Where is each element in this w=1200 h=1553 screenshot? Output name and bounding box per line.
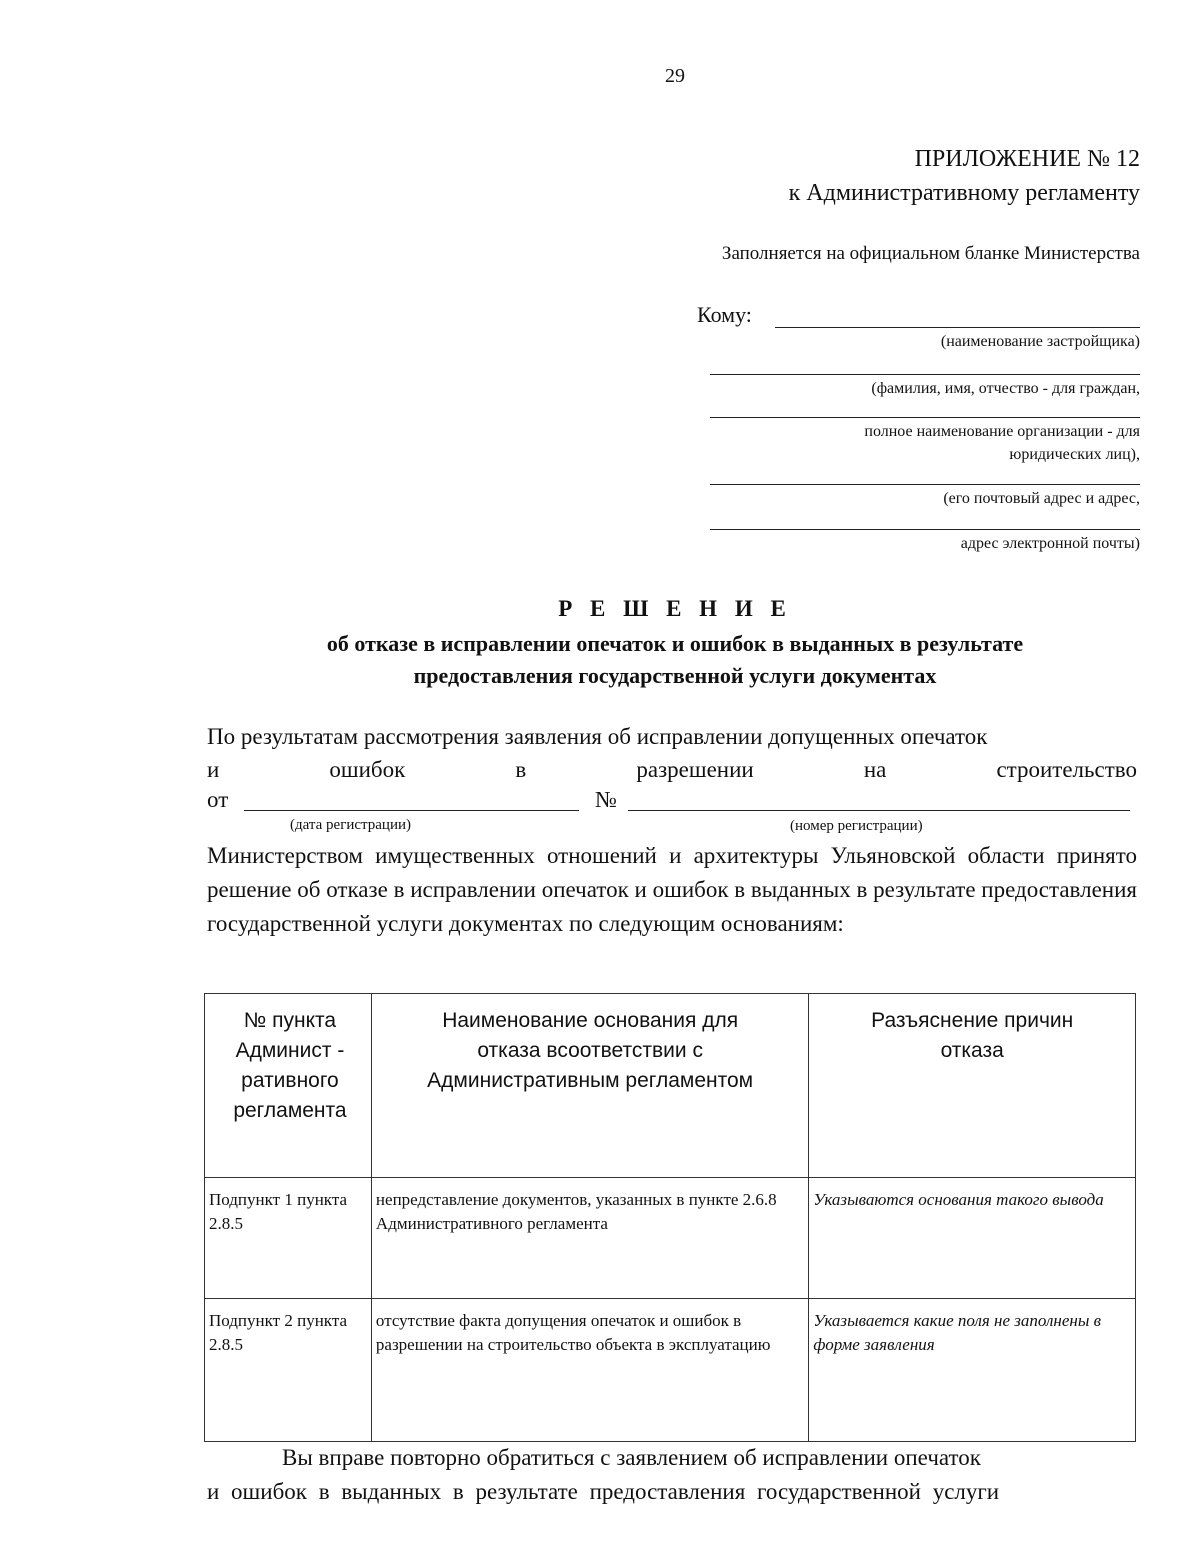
recipient-line bbox=[710, 484, 1140, 485]
number-label: № bbox=[595, 787, 617, 812]
recipient-caption: (его почтовый адрес и адрес, bbox=[943, 490, 1140, 507]
number-caption: (номер регистрации) bbox=[790, 818, 923, 834]
recipient-label: Кому: bbox=[697, 302, 752, 327]
intro-word: ошибок bbox=[329, 757, 406, 782]
from-label: от bbox=[207, 787, 229, 812]
table-cell-reason: непредставление документов, указанных в пункте 2.6.8 Административного регламента bbox=[371, 1178, 808, 1299]
recipient-caption: адрес электронной почты) bbox=[960, 535, 1140, 552]
intro-line-spread bbox=[207, 757, 1137, 783]
table-cell-explanation: Указываются основания такого вывода bbox=[809, 1178, 1136, 1299]
table-header-row bbox=[205, 994, 1136, 1178]
intro-word: в bbox=[515, 757, 527, 782]
page-number: 29 bbox=[665, 65, 685, 87]
table-cell-explanation: Указывается какие поля не заполнены в форме заявления bbox=[809, 1299, 1136, 1442]
intro-word: и bbox=[207, 757, 220, 782]
table-header-cell: Разъяснение причин отказа bbox=[809, 994, 1136, 1178]
table-row bbox=[205, 1178, 1136, 1299]
recipient-line bbox=[710, 417, 1140, 418]
recipient-caption: (наименование застройщика) bbox=[940, 333, 1140, 350]
intro-word: строительство bbox=[996, 757, 1137, 782]
intro-line bbox=[207, 724, 1137, 750]
table-header-cell: № пункта Админист - ративного регламента bbox=[205, 994, 372, 1178]
intro-text: По результатам рассмотрения заявления об исправлении допущенных опечаток bbox=[207, 724, 988, 749]
appendix-title: ПРИЛОЖЕНИЕ № 12 bbox=[914, 146, 1140, 172]
table-cell-reason: отсутствие факта допущения опечаток и ошибок в разрешении на строительство объекта в эксплуатацию bbox=[371, 1299, 808, 1442]
appendix-subtitle: к Административному регламенту bbox=[788, 180, 1140, 206]
document-title: Р Е Ш Е Н И Е bbox=[558, 596, 792, 621]
intro-word: на bbox=[863, 757, 887, 782]
closing-line bbox=[207, 1479, 1137, 1505]
closing-text: и ошибок в выданных в результате предоставления государственной услуги bbox=[207, 1479, 1000, 1504]
table-header-cell: Наименование основания для отказа всоответствии с Административным регламентом bbox=[371, 994, 808, 1178]
recipient-line bbox=[775, 327, 1140, 328]
intro-body: Министерством имущественных отношений и архитектуры Ульяновской области принято решение об отказе в исправлении опечаток и ошибок в выданных в результате предоставления государственной услуги документах по следующим основаниям: bbox=[207, 843, 1137, 936]
date-field-line bbox=[244, 810, 579, 811]
number-field-line bbox=[628, 810, 1130, 811]
recipient-caption: полное наименование организации - для bbox=[864, 423, 1140, 440]
closing-line bbox=[282, 1445, 1137, 1471]
recipient-line bbox=[710, 529, 1140, 530]
document-subtitle: об отказе в исправлении опечаток и ошибок в выданных в результате bbox=[326, 631, 1024, 656]
recipient-line bbox=[710, 374, 1140, 375]
document-subtitle: предоставления государственной услуги документах bbox=[413, 663, 937, 688]
table-cell-point: Подпункт 1 пункта 2.8.5 bbox=[205, 1178, 372, 1299]
reasons-table bbox=[204, 993, 1136, 1442]
intro-word: разрешении bbox=[636, 757, 754, 782]
table-row bbox=[205, 1299, 1136, 1442]
closing-text: Вы вправе повторно обратиться с заявлением об исправлении опечаток bbox=[282, 1445, 981, 1470]
recipient-caption: (фамилия, имя, отчество - для граждан, bbox=[871, 380, 1140, 397]
blank-note: Заполняется на официальном бланке Министерства bbox=[721, 243, 1140, 264]
date-caption: (дата регистрации) bbox=[290, 817, 412, 833]
table-cell-point: Подпункт 2 пункта 2.8.5 bbox=[205, 1299, 372, 1442]
recipient-caption: юридических лиц), bbox=[1009, 446, 1140, 463]
